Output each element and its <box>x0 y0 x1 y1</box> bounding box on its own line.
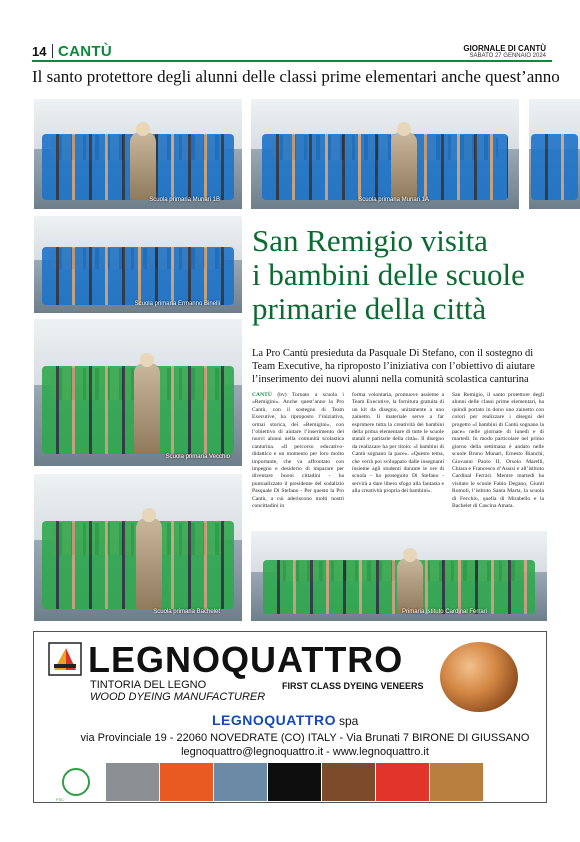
photo-edge <box>529 99 580 209</box>
dateline: CANTÙ <box>252 392 272 398</box>
ad-dyeing: WOOD DYEING MANUFACTURER <box>90 691 266 703</box>
legnoquattro-logo-icon <box>48 642 82 676</box>
ad-veneers: FIRST CLASS DYEING VENEERS <box>282 681 424 691</box>
wood-swatch <box>160 763 213 801</box>
ad-web: legnoquattro@legnoquattro.it - www.legnoquattro.it <box>181 746 429 758</box>
article-column-1 <box>252 392 344 511</box>
photo-caption: Scuola primaria Ermanno Binelli <box>134 301 220 307</box>
wood-swatch <box>322 763 375 801</box>
photo-bachelet <box>34 474 242 621</box>
wood-swatch <box>214 763 267 801</box>
cert-label: FSC <box>56 797 64 802</box>
photo-munari-1a <box>251 99 519 209</box>
fsc-certification-icon <box>62 768 90 796</box>
page-number: 14 <box>32 44 47 59</box>
photo-caption: Scuola primaria Munari 1A <box>358 197 429 203</box>
ad-spa: spa <box>339 714 359 728</box>
article-lead: La Pro Cantù presieduta da Pasquale Di Stefano, con il sostegno di Team Executive, ha riproposto l’iniziativa con l’obiettivo di aiutare l’inserimento dei nuovi alunni nella comunità scolastica canturina <box>252 348 535 385</box>
wood-swatch <box>106 763 159 801</box>
photo-caption: Scuola primaria Munari 1B <box>149 197 220 203</box>
photo-munari-1b <box>34 99 242 209</box>
headline-line: i bambini delle scuole <box>252 257 525 292</box>
photo-caption: Primaria Istituto Cardinal Ferrari <box>401 609 487 615</box>
photo-vecchio <box>34 319 242 466</box>
photo-cardinal-ferrari <box>251 531 547 621</box>
article-column-2 <box>352 392 444 496</box>
column-text: forma volontaria, promuove assieme a Team Executive, la fornitura gratuita di un kit da disegno, unitamente a uno zainetto. Il materiale serve a far esprimere tutta la creatività dei bambini della prima elementare di tutte le scuole statali e paritarie della città». Il disegno da realizzare ha per titolo: «I bambini di Cantù sognano la pace». «Questo tema, che verrà poi sviluppato dalle insegnanti insieme agli studenti durante le ore di scuola - ha proseguito Di Stefano - servirà a dare libero sfogo alla fantasia e alla creatività propria dei bambini». <box>352 392 444 495</box>
wood-swatch <box>268 763 321 801</box>
photo-caption: Scuola primaria Bachelet <box>153 609 220 615</box>
wood-swatch <box>430 763 483 801</box>
wood-swatch <box>376 763 429 801</box>
newspaper-name: GIORNALE DI CANTÙ <box>463 44 546 53</box>
photo-caption: Scuola primaria Vecchio <box>165 454 230 460</box>
headline-line: primarie della città <box>252 291 487 326</box>
article-kicker: Il santo protettore degli alunni delle classi prime elementari anche quest’anno <box>32 67 560 86</box>
ad-brand-spa: LEGNOQUATTRO <box>212 712 336 728</box>
dateline-suffix: (bv) <box>277 392 287 398</box>
ad-tintoria: TINTORIA DEL LEGNO <box>90 679 207 691</box>
ad-brand: LEGNOQUATTRO <box>88 639 404 680</box>
column-text: Tornato a scuola i «Remigini». Anche quest’anno la Pro Cantù, con il sostegno di Team Executive, ha riproposto l’iniziativa, ormai storica, dei «Remigini», con l’obiettivo di aiutare l’inserimento dei nuovi alunni nella comunità scolastica canturina. «Il percorso educativo-didattico e un momento per loro molto importante, che va affrontato con impegno e desiderio di imparare per diventare buoni cittadini - ha puntualizzato il presidente del sodalizio Pasquale Di Stefano - Per questo la Pro Cantù, a cui aderiscono molti nostri concittadini in <box>252 392 344 510</box>
header-separator <box>52 44 53 58</box>
headline-line: San Remigio visita <box>252 223 488 258</box>
column-text: San Remigio, il santo protettore degli alunni delle classi prime elementari, ha quindi portato in dono uno zainetto con colori per realizzare i disegni del progetto «I bambini di Cantù sognano la pace» nelle giornate di lunedì e di martedì. In modo particolare nel primo giorno della settimana è andato nelle scuole Bruno Munari, Ernesto Bianchi, Giovanni Paolo II, Orsolo Marelli, Chiara e Francesco d’Assisi e all’istituto Cardinal Ferrari. Mentre martedì ha visitato le scuole Fabio Degano, Giunti Romoli, l’istituto Santa Marta, la scuola di Fecchio, quella di Mirabello e la Bachelet di Cascina Amata. <box>452 392 544 510</box>
article-headline <box>252 224 552 326</box>
article-column-3 <box>452 392 544 511</box>
issue-date: SABATO 27 GENNAIO 2024 <box>469 53 546 59</box>
section-title: CANTÙ <box>58 43 112 60</box>
header-rule <box>32 60 552 62</box>
photo-ermanno-binelli <box>34 216 242 313</box>
wood-sphere-image <box>440 642 518 712</box>
ad-address: via Provinciale 19 - 22060 NOVEDRATE (CO) ITALY - Via Brunati 7 BIRONE DI GIUSSANO <box>80 732 530 744</box>
